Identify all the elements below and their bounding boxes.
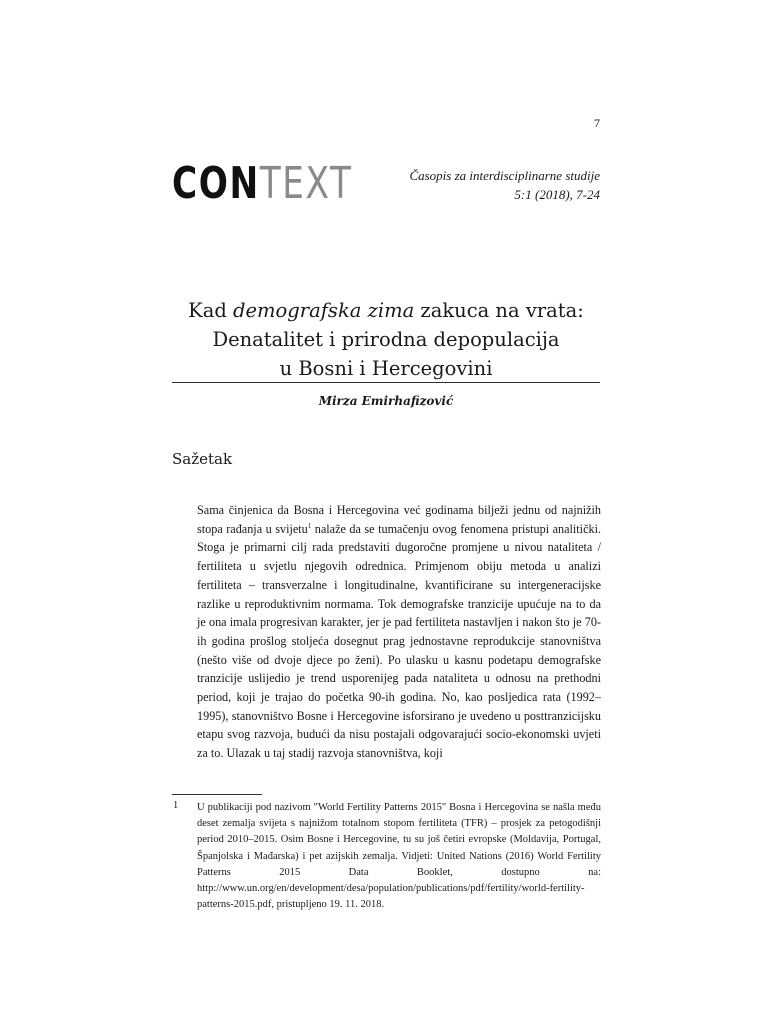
title-post: zakuca na vrata: [414,299,584,322]
logo-part-text: TEXT [259,158,353,209]
footnote-reference[interactable]: 1 [307,521,312,530]
title-emphasis: demografska zima [233,299,415,322]
title-pre: Kad [188,299,234,322]
logo-part-con: CON [172,158,260,209]
journal-info [360,166,600,204]
abstract-heading: Sažetak [172,450,233,468]
article-title [172,296,600,383]
abstract-text-2: nalaže da se tumačenju ovog fenomena pristupi analitički. Stoga je primarni cilj rada predstaviti dugoročne promjene u nivou nataliteta / fertiliteta u svjetlu njegovih odrednica. Primjenom obiju metoda u analizi fertiliteta – transverzalne i longitudinalne, kvantificirane su intergeneracijske razlike u reproduktivnim normama. Tok demografske tranzicije upućuje na to da je ona imala progresivan karakter, jer je pad fertiliteta nastavljen i nakon što je 70-ih godina prošlog stoljeća dosegnut prag jednostavne reprodukcije stanovništva (nešto više od dvoje djece po ženi). Po ulasku u kasnu podetapu demografske tranzicije uslijedio je trend usporenijeg pada nataliteta u odnosu na prethodni period, koji je trajao do početka 90-ih godina. No, kao posljedica rata (1992–1995), stanovništvo Bosne i Hercegovine isforsirano je uvedeno u posttranzicijsku etapu svog razvoja, budući da nisu postajali odgovarajući socio-ekonomski uvjeti za to. Ulazak u taj stadij razvoja stanovništva, koji [197,521,601,761]
author-name: Mirza Emirhafizović [318,394,454,408]
footnote-number: 1 [173,800,179,811]
footnote-text: U publikaciji pod nazivom "World Fertility Patterns 2015" Bosna i Hercegovina se našla među deset zemalja svijeta s najnižom totalnom stopom fertiliteta (TFR) – prosjek za petogodišnji period 2010–2015. Osim Bosne i Hercegovine, tu su još četiri evropske (Moldavija, Portugal, Španjolska i Mađarska) i pet azijskih zemalja. Vidjeti: United Nations (2016) World Fertility Patterns 2015 Data Booklet, dostupno na: http://www.un.org/en/development/desa/population/publications/pdf/fertility/world-fertility-patterns-2015.pdf, pristupljeno 19. 11. 2018. [197,802,601,911]
footnote-divider [172,794,262,795]
abstract-text-1: Sama činjenica da Bosna i Hercegovina već godinama bilježi jednu od najnižih stopa rađanja u svijetu [197,503,601,536]
title-line-2: Denatalitet i prirodna depopulacija [212,328,560,351]
page-number: 7 [594,116,600,130]
title-divider [172,382,600,383]
title-line-3: u Bosni i Hercegovini [279,357,493,380]
abstract-body [197,501,601,763]
journal-issue: 5:1 (2018), 7-24 [514,187,600,202]
journal-name: Časopis za interdisciplinarne studije [409,168,600,183]
journal-logo [172,158,353,209]
title-line-1 [172,296,600,325]
